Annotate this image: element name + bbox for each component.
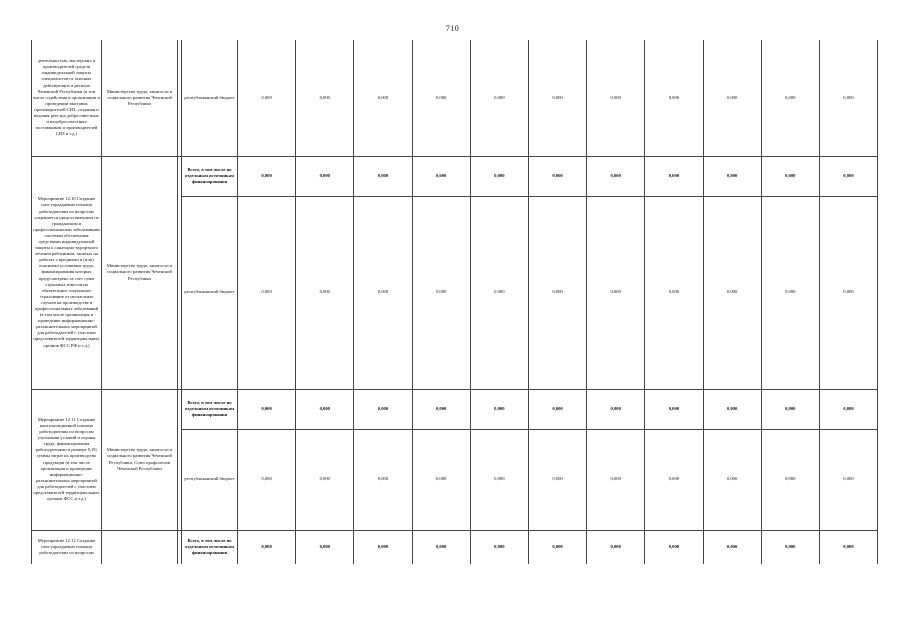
value-cell: 0,000 [412,389,470,429]
value-cell: 0,000 [528,530,586,564]
value-cell: 0,000 [470,196,528,389]
value-cell: 0,000 [296,40,354,156]
value-cell: 0,000 [238,196,296,389]
value-cell: 0,000 [761,429,819,530]
value-cell: 0,000 [587,389,645,429]
value-cell: 0,000 [296,389,354,429]
value-cell: 0,000 [470,389,528,429]
value-cell: 0,000 [354,429,412,530]
value-cell: 0,000 [761,196,819,389]
value-cell: 0,000 [703,389,761,429]
value-cell: 0,000 [703,530,761,564]
funding-source-cell: Всего, в том числе по отдельным источникам финансирования [182,389,238,429]
executor-cell: Министерство труда, занятости и социального развития Чеченской Республики [102,40,178,156]
table-row [32,156,878,196]
funding-source-cell: республиканский бюджет [182,429,238,530]
value-cell: 0,000 [645,530,703,564]
executor-cell: Министерство труда, занятости и социального развития Чеченской Республики [102,156,178,389]
value-cell: 0,000 [238,429,296,530]
value-cell: 0,000 [703,156,761,196]
value-cell: 0,000 [528,156,586,196]
value-cell: 0,000 [238,156,296,196]
value-cell: 0,000 [703,196,761,389]
value-cell: 0,000 [587,156,645,196]
value-cell: 0,000 [354,40,412,156]
funding-source-cell: Всего, в том числе по отдельным источникам финансирования [182,156,238,196]
value-cell: 0,000 [470,40,528,156]
value-cell: 0,000 [645,40,703,156]
value-cell: 0,000 [645,196,703,389]
value-cell: 0,000 [412,156,470,196]
value-cell: 0,000 [412,40,470,156]
value-cell: 0,000 [528,196,586,389]
value-cell: 0,000 [819,429,877,530]
event-cell: Мероприятие 12.11 Создание консультационной помощи работодателям по вопросам улучшения условий и охраны труда, финансирования работодателями в размере 0,2% суммы затрат на производство продукции (в том числе организация и проведение информационно-разъяснительных мероприятий для работодателей с участием представителей территориальных органов ФСС и т.д.) [32,389,102,530]
funding-source-cell: республиканский бюджет [182,40,238,156]
value-cell: 0,000 [761,389,819,429]
value-cell: 0,000 [412,530,470,564]
value-cell: 0,000 [819,156,877,196]
value-cell: 0,000 [354,389,412,429]
funding-source-cell: Всего, в том числе по отдельным источникам финансирования [182,530,238,564]
value-cell: 0,000 [587,196,645,389]
value-cell: 0,000 [819,389,877,429]
table-row [32,389,878,429]
event-cell: деятельностью, мастерских и производителей средств индивидуальной защиты специалистов от опасных действующих в регионе Чеченской Республики (в том числе содействия в организации и проведении выставок производителей СИЗ, создания и ведения реестра добросовестных и недобросовестных поставщиков и производителей СИЗ и т.д.) [32,40,102,156]
executor-cell: Министерство труда, занятости и социального развития Чеченской Республики, Союз профсоюзов Чеченской Республики [102,389,178,530]
table-row [32,530,878,564]
value-cell: 0,000 [645,389,703,429]
value-cell: 0,000 [412,429,470,530]
value-cell: 0,000 [412,196,470,389]
value-cell: 0,000 [528,389,586,429]
executor-cell [102,530,178,564]
value-cell: 0,000 [470,156,528,196]
value-cell: 0,000 [238,40,296,156]
value-cell: 0,000 [238,389,296,429]
value-cell: 0,000 [296,530,354,564]
value-cell: 0,000 [761,156,819,196]
funding-source-cell: республиканский бюджет [182,196,238,389]
value-cell: 0,000 [645,429,703,530]
budget-table [31,40,878,564]
value-cell: 0,000 [587,429,645,530]
value-cell: 0,000 [819,530,877,564]
value-cell: 0,000 [761,40,819,156]
value-cell: 0,000 [645,156,703,196]
page-number: 710 [445,24,460,33]
value-cell: 0,000 [587,40,645,156]
event-cell: Мероприятие 12.12 Создание com-упразднение помощи работодателям по вопросам [32,530,102,564]
table-row [32,40,878,156]
value-cell: 0,000 [354,156,412,196]
value-cell: 0,000 [470,530,528,564]
value-cell: 0,000 [238,530,296,564]
value-cell: 0,000 [528,429,586,530]
value-cell: 0,000 [470,429,528,530]
value-cell: 0,000 [354,196,412,389]
value-cell: 0,000 [703,429,761,530]
event-cell: Мероприятие 12.10 Создание com-упразднение помощи работодателям по вопросам «охраняется предоставлением по гражданским и профессиональным заболеваниям системам обеспечения средствами индивидуальной защиты к санаторно-курортного лечения работников, занятых на работах с вредными и (или) опасными условиями труда, финансирования которых предусмотрено за счет сумм страховых взносов на обязательное социальное страхование от несчастных случаев на производстве и профессиональных заболеваний (в том числе организация и проведение информационно-разъяснительных мероприятий для работодателей с участием представителей территориальных органов ФСС РФ и т.д.) [32,156,102,389]
value-cell: 0,000 [703,40,761,156]
value-cell: 0,000 [354,530,412,564]
value-cell: 0,000 [528,40,586,156]
value-cell: 0,000 [819,40,877,156]
value-cell: 0,000 [296,429,354,530]
value-cell: 0,000 [296,156,354,196]
value-cell: 0,000 [761,530,819,564]
value-cell: 0,000 [296,196,354,389]
value-cell: 0,000 [587,530,645,564]
value-cell: 0,000 [819,196,877,389]
